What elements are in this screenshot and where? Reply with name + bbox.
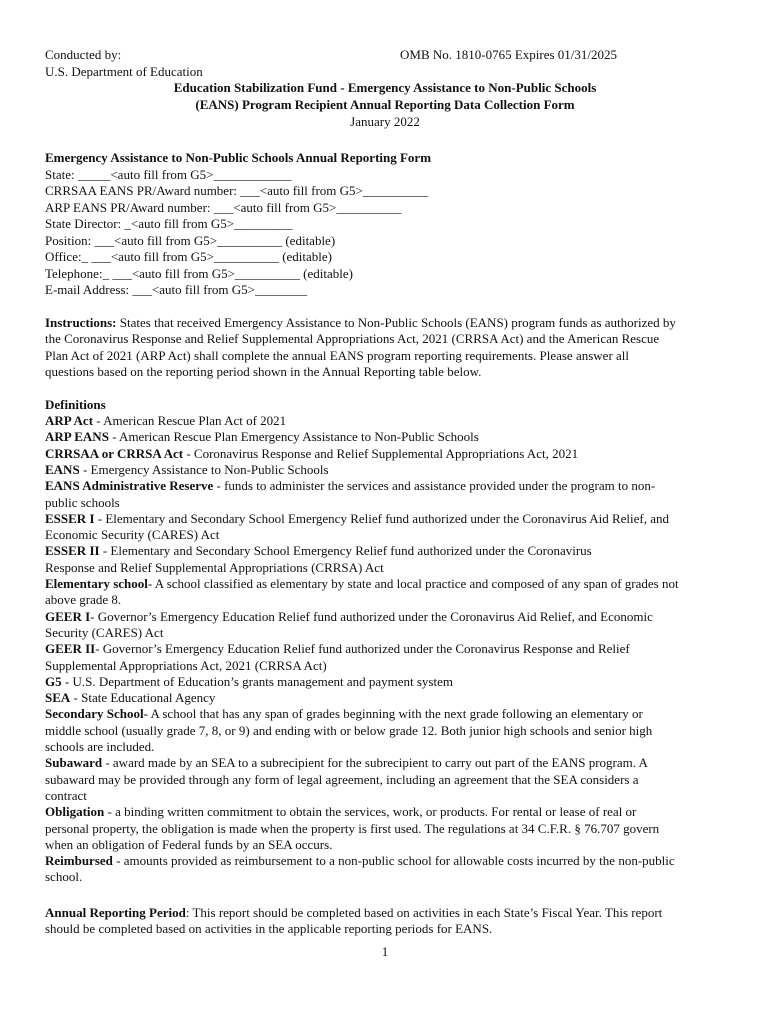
- definition-line: [45, 641, 630, 657]
- definition-line: [45, 511, 669, 527]
- definition-line: [45, 576, 679, 592]
- definition-term: Subaward: [45, 755, 103, 771]
- definition-line: [45, 609, 653, 625]
- definition-text: Supplemental Appropriations Act, 2021 (CRRSA Act): [45, 657, 327, 673]
- definition-term: ESSER I: [45, 510, 95, 526]
- form-heading: Emergency Assistance to Non-Public Schools Annual Reporting Form: [45, 150, 432, 165]
- instructions-line-2: the Coronavirus Response and Relief Supplemental Appropriations Act, 2021 (CRRSA Act) and the American Rescue: [45, 331, 660, 346]
- title-date: January 2022: [350, 114, 420, 129]
- definition-term: Secondary School: [45, 706, 144, 722]
- definition-term: CRRSAA or CRRSA Act: [45, 445, 184, 461]
- definition-line: [45, 755, 648, 771]
- omb-number: OMB No. 1810-0765 Expires 01/31/2025: [400, 47, 618, 62]
- definition-text: middle school (usually grade 7, 8, or 9) and ending with or below grade 12. Both junior high schools and senior high: [45, 722, 653, 738]
- definition-line: [45, 625, 163, 641]
- instructions-label: Instructions:: [45, 315, 117, 330]
- definition-text: - Emergency Assistance to Non-Public Schools: [79, 461, 329, 477]
- definition-text: Security (CARES) Act: [45, 624, 164, 640]
- instructions-line-1: Instructions: States that received Emergency Assistance to Non-Public Schools (EANS) program funds as authorized by: [45, 315, 676, 330]
- definition-text: - Elementary and Secondary School Emergency Relief fund authorized under the Coronavirus: [99, 543, 592, 559]
- definition-term: G5: [45, 673, 62, 689]
- definition-text: school.: [45, 869, 83, 885]
- definition-text: - a binding written commitment to obtain the services, work, or products. For rental or lease of real or: [104, 804, 637, 820]
- definition-text: public schools: [45, 494, 120, 510]
- definition-term: EANS: [45, 461, 80, 477]
- definition-text: - A school that has any span of grades beginning with the next grade following an elementary or: [143, 706, 643, 722]
- definition-line: [45, 869, 82, 885]
- definition-line: [45, 853, 675, 869]
- definition-line: [45, 739, 154, 755]
- instructions-line-4: questions based on the reporting period shown in the Annual Reporting table below.: [45, 364, 482, 379]
- definition-term: GEER II: [45, 641, 96, 657]
- definition-term: EANS Administrative Reserve: [45, 478, 214, 494]
- definition-line: [45, 821, 659, 837]
- definition-text: subaward may be provided through any form of legal agreement, including an agreement that the SEA considers a: [45, 771, 639, 787]
- definition-text: - U.S. Department of Education’s grants management and payment system: [61, 673, 453, 689]
- definition-text: above grade 8.: [45, 592, 122, 608]
- definition-text: Response and Relief Supplemental Appropriations (CRRSA) Act: [45, 559, 384, 575]
- definition-term: SEA: [45, 690, 71, 706]
- definition-text: - funds to administer the services and assistance provided under the program to non-: [213, 478, 656, 494]
- definition-text: - Elementary and Secondary School Emergency Relief fund authorized under the Coronavirus Aid Relief, and: [94, 510, 669, 526]
- annual-period-label: Annual Reporting Period: [45, 905, 186, 920]
- definition-line: [45, 413, 286, 429]
- definition-line: [45, 462, 329, 478]
- definition-line: [45, 527, 219, 543]
- annual-period-line-1: Annual Reporting Period: This report should be completed based on activities in each State’s Fiscal Year. This report: [45, 905, 663, 920]
- definition-text: - Coronavirus Response and Relief Supplemental Appropriations Act, 2021: [183, 445, 579, 461]
- definition-term: ESSER II: [45, 543, 100, 559]
- definition-term: Obligation: [45, 804, 105, 820]
- definition-line: [45, 674, 453, 690]
- definition-line: [45, 690, 215, 706]
- definition-line: [45, 592, 121, 608]
- definitions-heading: Definitions: [45, 397, 106, 412]
- definition-text: - A school classified as elementary by state and local practice and composed of any span of grades not: [147, 576, 679, 591]
- definition-line: [45, 446, 578, 462]
- definition-text: contract: [45, 787, 87, 803]
- definition-term: Elementary school: [45, 576, 148, 591]
- definition-text: - Governor’s Emergency Education Relief fund authorized under the Coronavirus Response and Relief: [95, 641, 630, 657]
- definition-text: - Governor’s Emergency Education Relief fund authorized under the Coronavirus Aid Relief, and Economic: [90, 608, 653, 624]
- definition-line: [45, 543, 592, 559]
- definition-line: [45, 495, 120, 511]
- definition-term: Reimbursed: [45, 853, 113, 869]
- definition-line: [45, 723, 652, 739]
- definition-text: when an obligation of Federal funds by an SEA occurs.: [45, 836, 333, 852]
- field-office: Office:_ ___<auto fill from G5>__________ (editable): [45, 249, 332, 264]
- field-crrsaa-award: CRRSAA EANS PR/Award number: ___<auto fill from G5>__________: [45, 183, 428, 198]
- definition-line: [45, 429, 479, 445]
- field-position: Position: ___<auto fill from G5>__________ (editable): [45, 233, 336, 248]
- definition-text: - amounts provided as reimbursement to a non-public school for allowable costs incurred by the non-public: [112, 853, 675, 869]
- definition-text: - award made by an SEA to a subrecipient for the subrecipient to carry out part of the EANS program. A: [102, 755, 648, 771]
- definition-line: [45, 837, 332, 853]
- definition-line: [45, 478, 655, 494]
- definition-line: [45, 560, 384, 576]
- definition-text: - State Educational Agency: [70, 690, 216, 706]
- field-telephone: Telephone:_ ___<auto fill from G5>__________ (editable): [45, 266, 353, 281]
- instructions-line-3: Plan Act of 2021 (ARP Act) shall complete the annual EANS program reporting requirements. Please answer all: [45, 348, 630, 363]
- definition-term: GEER I: [45, 608, 91, 624]
- definition-text: - American Rescue Plan Emergency Assistance to Non-Public Schools: [108, 429, 479, 445]
- department-name: U.S. Department of Education: [45, 64, 203, 79]
- definition-text: - American Rescue Plan Act of 2021: [93, 413, 287, 428]
- annual-period-line-2: should be completed based on activities in the applicable reporting periods for EANS.: [45, 921, 493, 936]
- page-number: 1: [381, 944, 389, 959]
- definition-line: [45, 658, 327, 674]
- definition-line: [45, 706, 643, 722]
- definition-term: ARP EANS: [45, 429, 109, 445]
- conducted-by-label: Conducted by:: [45, 47, 122, 62]
- definition-line: [45, 804, 636, 820]
- title-line-2: (EANS) Program Recipient Annual Reporting Data Collection Form: [195, 97, 575, 112]
- definition-line: [45, 772, 638, 788]
- field-arp-award: ARP EANS PR/Award number: ___<auto fill from G5>__________: [45, 200, 402, 215]
- field-state: State: _____<auto fill from G5>____________: [45, 167, 292, 182]
- title-line-1: Education Stabilization Fund - Emergency Assistance to Non-Public Schools: [173, 80, 597, 95]
- definition-text: personal property, the obligation is made when the property is first used. The regulations at 34 C.F.R. § 76.707 govern: [45, 820, 660, 836]
- definition-text: schools are included.: [45, 739, 155, 754]
- definition-text: Economic Security (CARES) Act: [45, 527, 220, 543]
- field-state-director: State Director: _<auto fill from G5>_________: [45, 216, 293, 231]
- definition-term: ARP Act: [45, 413, 94, 428]
- definition-line: [45, 788, 87, 804]
- field-email: E-mail Address: ___<auto fill from G5>________: [45, 282, 307, 297]
